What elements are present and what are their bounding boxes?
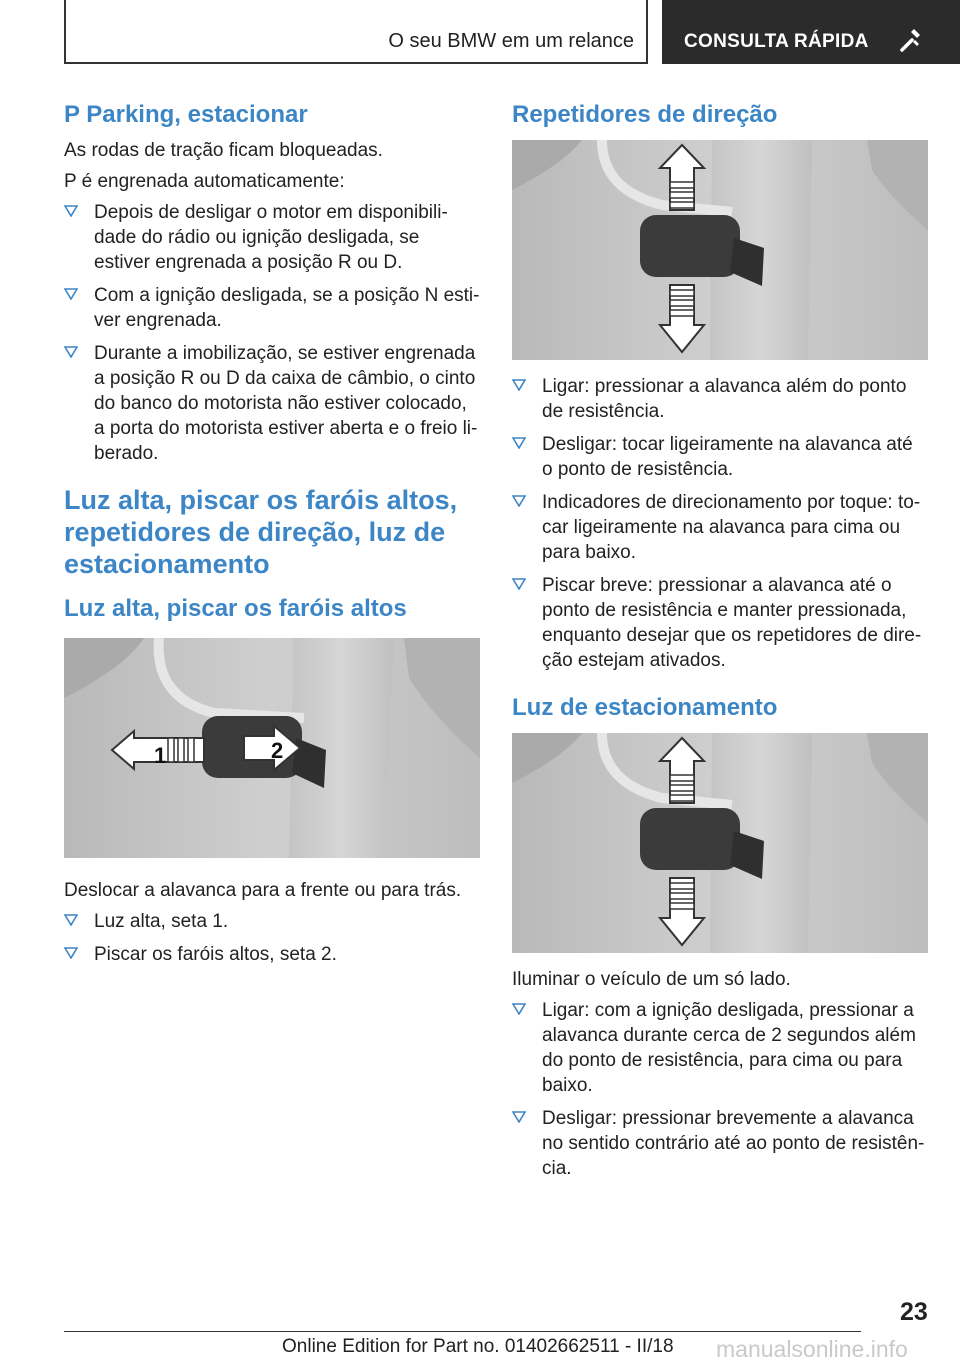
triangle-bullet-icon <box>512 578 526 590</box>
section-title: O seu BMW em um relance <box>388 30 634 52</box>
triangle-bullet-icon <box>64 947 78 959</box>
chapter-title: CONSULTA RÁPIDA <box>684 31 869 52</box>
arrow-label-2: 2 <box>271 738 284 763</box>
page-number: 23 <box>900 1298 928 1326</box>
list-item <box>64 909 480 934</box>
right-column <box>512 100 928 1189</box>
list-item <box>512 374 928 424</box>
watermark: manualsonline.info <box>716 1336 908 1362</box>
highbeam-bullet-text: Piscar os faróis altos, seta 2. <box>94 944 337 965</box>
triangle-bullet-icon <box>64 914 78 926</box>
highbeam-text: Deslocar a alavanca para a frente ou para trás. <box>64 880 462 901</box>
list-item <box>64 283 480 333</box>
turn-bullet-text: Indicadores de direcionamento por toque: tocar ligeiramente na alavanca para cima ou para baixo. <box>542 492 921 563</box>
footer-divider <box>64 1331 861 1332</box>
list-item <box>64 942 480 967</box>
parking-light-text: Iluminar o veículo de um só lado. <box>512 969 791 990</box>
parking-bullet-text: Depois de desligar o motor em disponibilidade do rádio ou ignição desligada, se estiver engrenada a posição R ou D. <box>94 202 448 273</box>
list-item <box>64 341 480 466</box>
triangle-bullet-icon <box>64 288 78 300</box>
parking-text-1: As rodas de tração ficam bloqueadas. <box>64 140 383 161</box>
triangle-bullet-icon <box>512 495 526 507</box>
highbeam-heading: Luz alta, piscar os faróis altos <box>64 595 407 622</box>
triangle-bullet-icon <box>64 346 78 358</box>
parking-light-bullet-text: Desligar: pressionar brevemente a alavanca no sentido contrário até ao ponto de resistência. <box>542 1108 925 1179</box>
parking-light-bullet-text: Ligar: com a ignição desligada, pressionar a alavanca durante cerca de 2 segundos além do ponto de resistência, para cima ou para baixo. <box>542 1000 916 1096</box>
triangle-bullet-icon <box>512 379 526 391</box>
parking-bullet-text: Durante a imobilização, se estiver engrenada a posição R ou D da caixa de câmbio, o cinto do banco do motorista não estiver colocado, a porta do motorista estiver aberta e o freio liberado. <box>94 343 478 464</box>
left-column <box>64 100 480 975</box>
list-item <box>512 432 928 482</box>
triangle-bullet-icon <box>64 205 78 217</box>
turn-signal-heading: Repetidores de direção <box>512 101 778 128</box>
edition-text: Online Edition for Part no. 01402662511 - II/18 <box>282 1336 674 1357</box>
highbeam-lever-figure <box>64 638 480 858</box>
list-item <box>512 998 928 1098</box>
header-section-box <box>64 0 648 64</box>
turn-bullet-text: Ligar: pressionar a alavanca além do ponto de resistência. <box>542 376 907 422</box>
list-item <box>512 1106 928 1181</box>
triangle-bullet-icon <box>512 1111 526 1123</box>
turn-bullet-text: Piscar breve: pressionar a alavanca até o ponto de resistência e manter pressionada, enquanto desejar que os repetidores de direção estejam ativados. <box>542 575 922 671</box>
parking-text-2: P é engrenada automaticamente: <box>64 171 345 192</box>
list-item <box>64 200 480 275</box>
arrow-label-1: 1 <box>154 743 167 768</box>
parking-bullet-text: Com a ignição desligada, se a posição N estiver engrenada. <box>94 285 480 331</box>
lights-heading: Luz alta, piscar os faróis altos, repetidores de direção, luz de estacionamento <box>64 485 458 579</box>
chapter-tab <box>662 0 960 64</box>
highbeam-bullet-text: Luz alta, seta 1. <box>94 911 229 932</box>
parking-light-lever-figure <box>512 733 928 953</box>
turn-signal-lever-figure <box>512 140 928 360</box>
list-item <box>512 490 928 565</box>
triangle-bullet-icon <box>512 437 526 449</box>
list-item <box>512 573 928 673</box>
parking-heading: P Parking, estacionar <box>64 101 308 128</box>
wrench-icon <box>898 28 924 54</box>
triangle-bullet-icon <box>512 1003 526 1015</box>
parking-light-heading: Luz de estacionamento <box>512 694 778 721</box>
turn-bullet-text: Desligar: tocar ligeiramente na alavanca até o ponto de resistência. <box>542 434 913 480</box>
